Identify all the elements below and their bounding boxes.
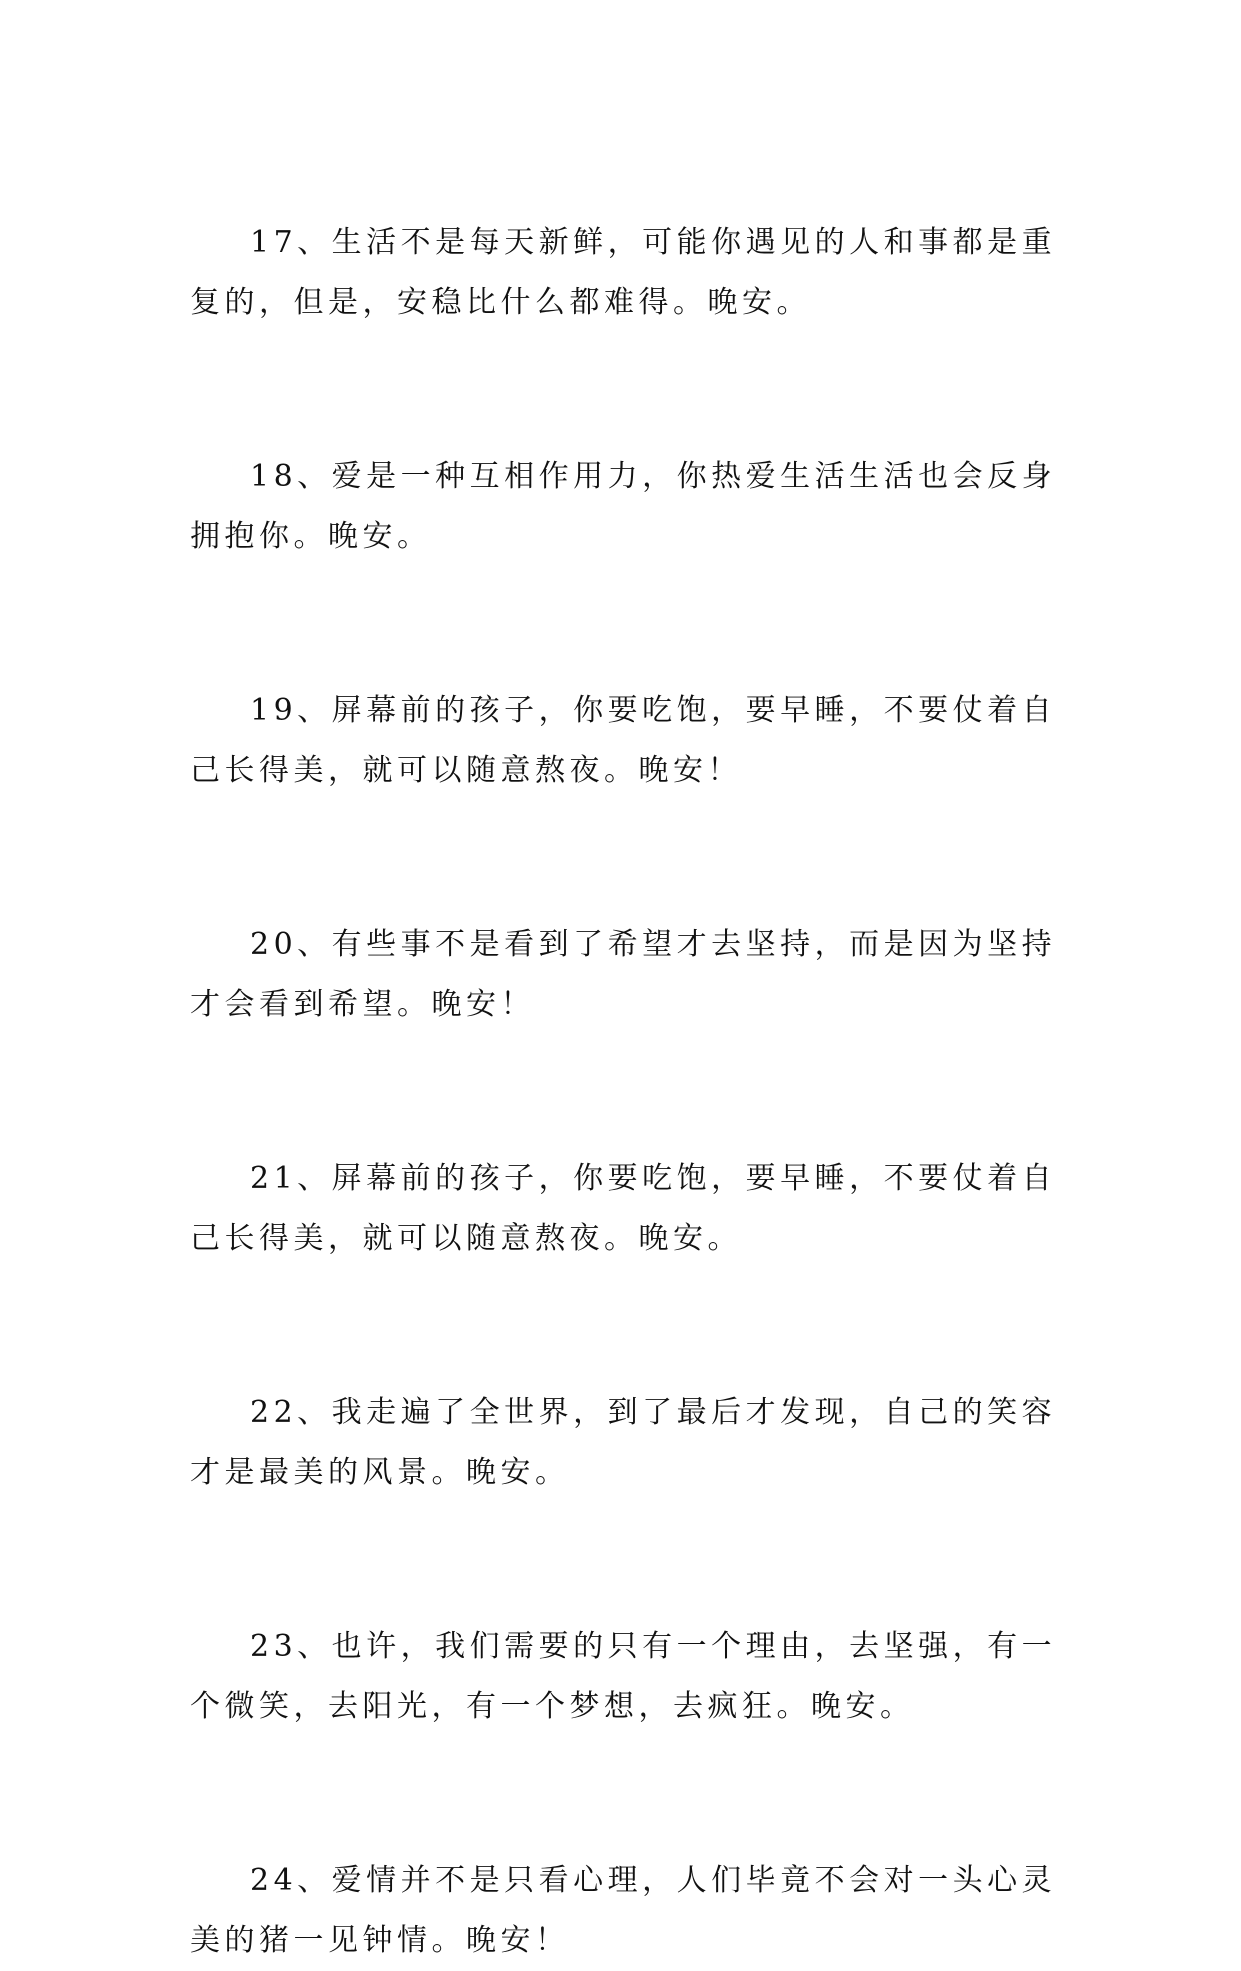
paragraph-20: 20、有些事不是看到了希望才去坚持，而是因为坚持才会看到希望。晚安！	[190, 927, 1057, 1022]
paragraph-22: 22、我走遍了全世界，到了最后才发现，自己的笑容才是最美的风景。晚安。	[190, 1395, 1057, 1490]
paragraph-21: 21、屏幕前的孩子，你要吃饱，要早睡，不要仗着自己长得美，就可以随意熬夜。晚安。	[190, 1161, 1057, 1256]
paragraph-18: 18、爱是一种互相作用力，你热爱生活生活也会反身拥抱你。晚安。	[190, 459, 1057, 554]
paragraph-23: 23、也许，我们需要的只有一个理由，去坚强，有一个微笑，去阳光，有一个梦想，去疯狂。晚安。	[190, 1629, 1057, 1724]
paragraph-24: 24、爱情并不是只看心理，人们毕竟不会对一头心灵美的猪一见钟情。晚安！	[190, 1863, 1057, 1958]
document-body	[190, 213, 1065, 1971]
paragraph-19: 19、屏幕前的孩子，你要吃饱，要早睡，不要仗着自己长得美，就可以随意熬夜。晚安！	[190, 693, 1057, 788]
paragraph-17: 17、生活不是每天新鲜，可能你遇见的人和事都是重复的，但是，安稳比什么都难得。晚安。	[190, 225, 1057, 320]
